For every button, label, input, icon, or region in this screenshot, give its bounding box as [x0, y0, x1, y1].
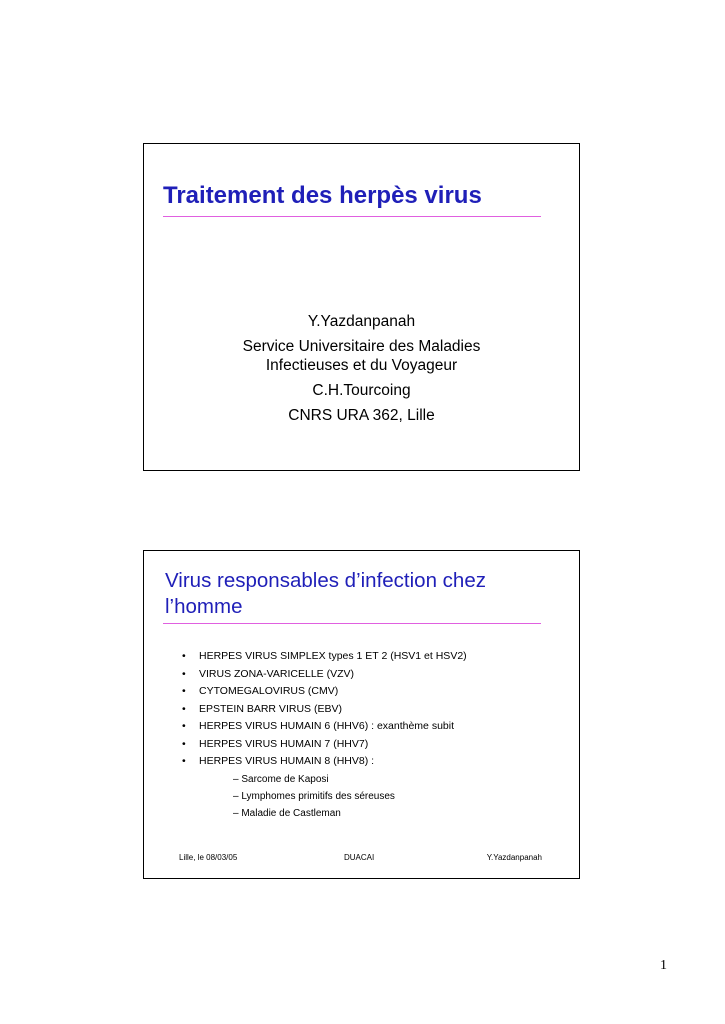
footer-date: Lille, le 08/03/05	[179, 853, 238, 862]
cnrs-line: CNRS URA 362, Lille	[288, 407, 435, 424]
list-item	[182, 753, 467, 822]
sub-bullet-marker: –	[233, 807, 239, 819]
sub-list-item	[217, 771, 467, 788]
sub-bullet-marker: –	[233, 790, 239, 802]
service-line-2: Infectieuses et du Voyageur	[265, 357, 458, 374]
bullet-marker: •	[182, 667, 186, 680]
list-item	[182, 683, 467, 701]
hhv8-sublist	[199, 771, 467, 822]
sub-list-item-text: Sarcome de Kaposi	[241, 773, 329, 785]
list-item-text: HERPES VIRUS SIMPLEX types 1 ET 2 (HSV1 et HSV2)	[199, 650, 467, 662]
footer-course: DUACAI	[344, 853, 375, 862]
list-item	[182, 718, 467, 736]
service-line-1: Service Universitaire des Maladies	[242, 338, 481, 355]
bullet-marker: •	[182, 720, 186, 732]
sub-list-item	[217, 805, 467, 822]
sub-list-item	[217, 788, 467, 805]
list-item	[182, 701, 467, 719]
slide-virus-list	[143, 550, 580, 879]
title-underline	[163, 216, 541, 217]
slide-title-line-2: l’homme	[165, 595, 243, 618]
hospital-line: C.H.Tourcoing	[312, 382, 411, 399]
virus-list	[182, 648, 467, 822]
bullet-marker: •	[182, 685, 186, 697]
footer-author: Y.Yazdanpanah	[486, 853, 542, 862]
sub-bullet-marker: –	[233, 773, 239, 785]
author-name: Y.Yazdanpanah	[307, 313, 416, 330]
bullet-marker: •	[182, 650, 186, 662]
slide-title	[165, 568, 486, 620]
list-item-text: HERPES VIRUS HUMAIN 6 (HHV6) : exanthème subit	[199, 720, 454, 732]
list-item-text: HERPES VIRUS HUMAIN 7 (HHV7)	[199, 737, 369, 750]
title-underline	[163, 623, 541, 624]
bullet-marker: •	[182, 755, 186, 767]
list-item	[182, 648, 467, 666]
author-block	[144, 312, 579, 425]
list-item-text: HERPES VIRUS HUMAIN 8 (HHV8) :	[199, 755, 375, 767]
bullet-marker: •	[182, 737, 186, 750]
list-item	[182, 736, 467, 754]
list-item	[182, 666, 467, 684]
bullet-marker: •	[182, 702, 186, 715]
list-item-text: EPSTEIN BARR VIRUS (EBV)	[199, 702, 342, 715]
list-item-text: CYTOMEGALOVIRUS (CMV)	[199, 685, 339, 697]
page-number: 1	[660, 958, 667, 973]
list-item-text: VIRUS ZONA-VARICELLE (VZV)	[199, 667, 354, 680]
slide-title-line-1: Virus responsables d’infection chez	[165, 569, 486, 592]
slide-title-page	[143, 143, 580, 471]
sub-list-item-text: Lymphomes primitifs des séreuses	[241, 790, 395, 802]
sub-list-item-text: Maladie de Castleman	[241, 807, 341, 819]
slide-title: Traitement des herpès virus	[163, 182, 482, 209]
